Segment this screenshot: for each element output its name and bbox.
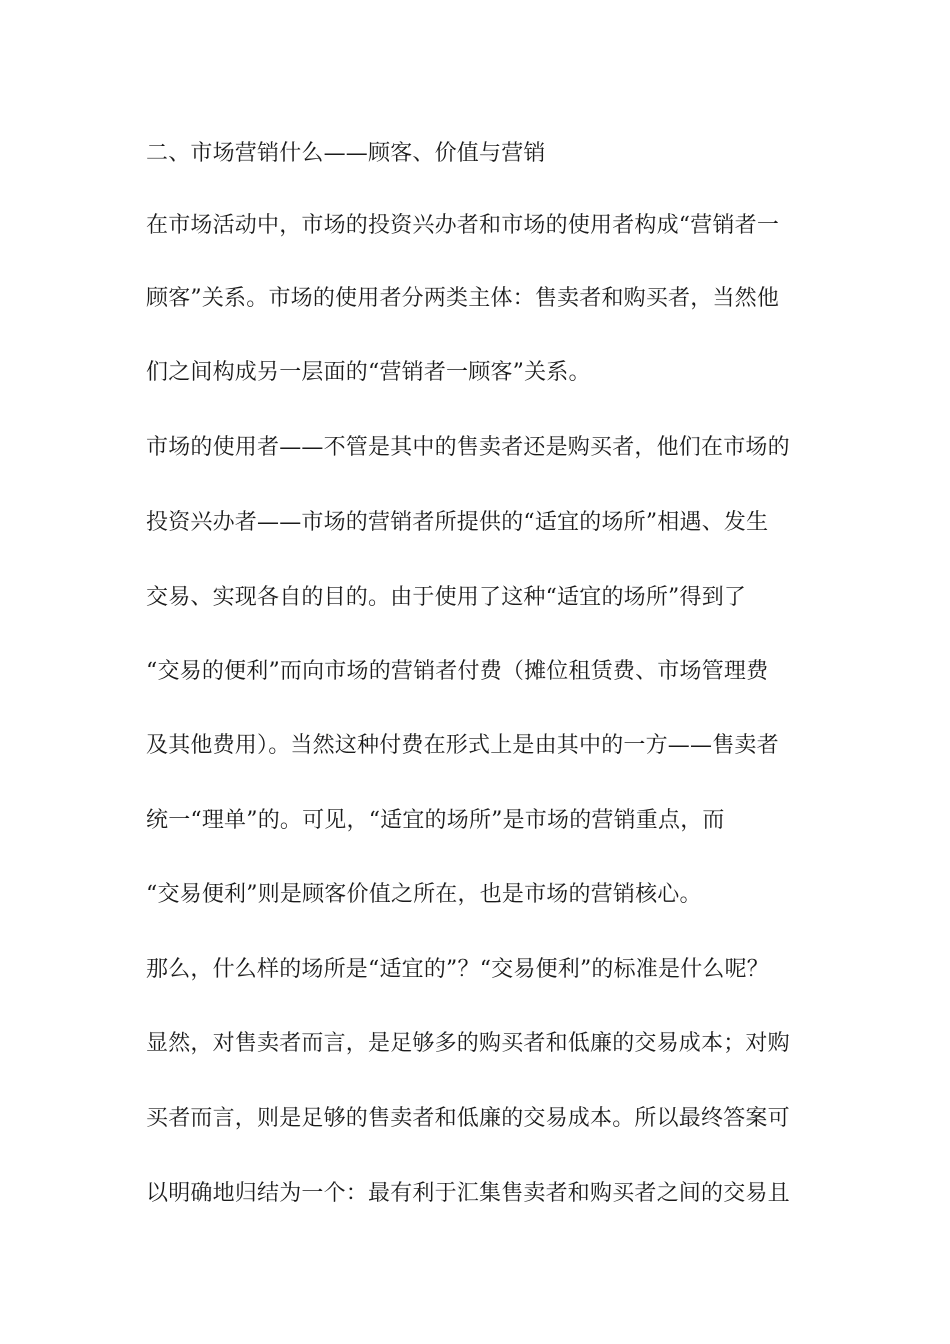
paragraph-line: 投资兴办者——市场的营销者所提供的“适宜的场所”相遇、发生 — [146, 510, 769, 535]
section-heading: 二、市场营销什么——顾客、价值与营销 — [146, 141, 546, 166]
paragraph-line: 顾客”关系。市场的使用者分两类主体：售卖者和购买者，当然他 — [146, 286, 780, 311]
paragraph-line: 市场的使用者——不管是其中的售卖者还是购买者，他们在市场的 — [146, 435, 790, 460]
paragraph-line: 以明确地归结为一个：最有利于汇集售卖者和购买者之间的交易且 — [146, 1181, 790, 1206]
paragraph-line: 买者而言，则是足够的售卖者和低廉的交易成本。所以最终答案可 — [146, 1106, 790, 1131]
paragraph-line: “交易便利”则是顾客价值之所在，也是市场的营销核心。 — [146, 882, 702, 907]
paragraph-line: 们之间构成另一层面的“营销者一顾客”关系。 — [146, 360, 591, 385]
paragraph-line: 那么，什么样的场所是“适宜的”？“交易便利”的标准是什么呢？ — [146, 957, 769, 982]
paragraph-line: 显然，对售卖者而言，是足够多的购买者和低廉的交易成本；对购 — [146, 1031, 790, 1056]
paragraph-line: 在市场活动中，市场的投资兴办者和市场的使用者构成“营销者一 — [146, 213, 780, 238]
paragraph-line: 统一“理单”的。可见，“适宜的场所”是市场的营销重点，而 — [146, 808, 725, 833]
paragraph-line: 及其他费用）。当然这种付费在形式上是由其中的一方——售卖者 — [146, 733, 779, 758]
paragraph-line: “交易的便利”而向市场的营销者付费（摊位租赁费、市场管理费 — [146, 659, 769, 684]
paragraph-line: 交易、实现各自的目的。由于使用了这种“适宜的场所”得到了 — [146, 585, 747, 610]
